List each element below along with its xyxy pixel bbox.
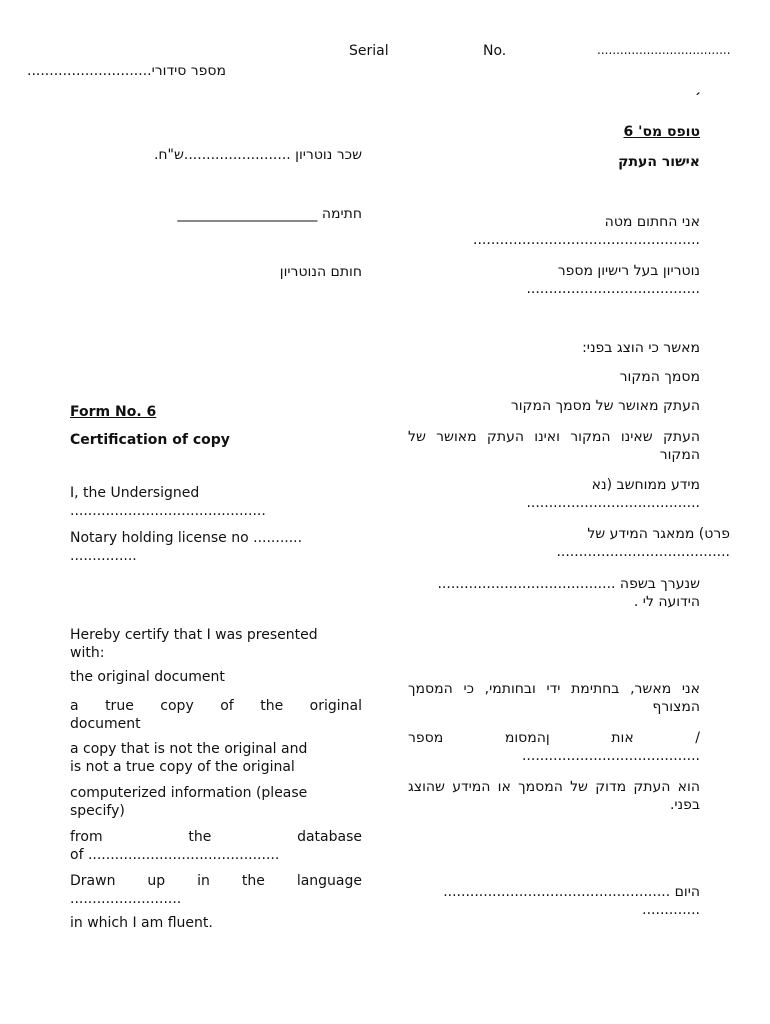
english-certify-line2: with: [70,645,105,661]
hebrew-undersigned-line2: ................................................... [473,232,700,248]
serial-label: Serial [349,43,389,59]
hebrew-option-original: מסמך המקור [619,369,700,385]
english-form-title: Certification of copy [70,432,230,448]
hebrew-computerized-line2: ....................................... [526,495,700,511]
hebrew-date-line1: היום ................................................... [443,884,700,900]
hebrew-undersigned [408,213,700,249]
hebrew-option-true-copy: העתק מאושר של מסמך המקור [510,398,700,414]
hebrew-confirm-attached: אני מאשר, בחתימת ידי ובחותמי, כי המסמך המצורף [408,681,700,715]
no-label: No. [483,43,507,59]
signature-line: חתימה ____________________ [177,206,362,222]
english-computerized-line1: computerized information (please [70,785,308,801]
serial-number-hebrew: מספר סידורי............................ [27,63,227,79]
hebrew-license-line2: ....................................... [526,281,700,297]
english-language [70,872,362,908]
english-true-copy-line1: a true copy of the original [70,698,362,714]
english-database [70,828,362,864]
english-license-line2: ............... [70,548,137,564]
hebrew-database [408,525,730,561]
english-option-computerized [70,784,362,820]
english-computerized-line2: specify) [70,803,125,819]
hebrew-license [408,262,700,298]
hebrew-language-line1: שנערך בשפה ........................................ [437,576,700,592]
english-certify [70,626,362,662]
tick-mark: ׳ [695,88,702,104]
hebrew-certify-intro: מאשר כי הוצג בפני: [582,340,700,356]
hebrew-option-not-true-copy: העתק שאינו המקור ואינו העתק מאושר של המקור [408,429,700,463]
notary-seal: חותם הנוטריון [279,264,362,280]
english-certify-line1: Hereby certify that I was presented [70,627,318,643]
hebrew-undersigned-line1: אני החתום מטה [604,214,700,230]
english-language-line2: ......................... [70,891,182,907]
english-license-line1: Notary holding license no ........... [70,530,303,546]
english-license [70,529,362,565]
hebrew-language-line2: הידועה לי . [633,594,700,610]
hebrew-date-line2: ............. [642,902,700,918]
hebrew-form-number: טופס מס' 6 [623,124,700,140]
english-fluent: in which I am fluent. [70,915,213,931]
hebrew-language [408,575,700,611]
serial-dots: ................................... [597,43,731,57]
english-undersigned-text: I, the Undersigned [70,485,200,501]
english-database-line2: of ........................................... [70,847,280,863]
english-database-line1: from the database [70,829,362,845]
hebrew-database-line1: פרט) ממאגר המידע של [587,526,730,542]
english-undersigned [70,484,362,520]
english-language-line1: Drawn up in the language [70,873,362,889]
hebrew-option-computerized [408,476,700,512]
hebrew-license-line1: נוטריון בעל רישיון מספר [557,263,700,279]
english-undersigned-line2: ............................................ [70,503,266,519]
english-not-true-line1: a copy that is not the original and [70,741,308,757]
notary-fee: שכר נוטריון ........................ש"ח. [153,147,362,163]
english-form-number: Form No. 6 [70,404,157,420]
english-option-not-true-copy [70,740,362,776]
english-option-true-copy [70,697,362,733]
hebrew-date [408,883,700,919]
hebrew-form-title: אישור העתק [618,154,700,170]
english-true-copy-line2: document [70,716,141,732]
english-option-original: the original document [70,669,225,685]
hebrew-confirm-exact: הוא העתק מדוק של המסמך או המידע שהוצג בפני. [408,779,700,813]
english-not-true-line2: is not a true copy of the original [70,759,295,775]
hebrew-computerized-line1: מידע ממוחשב (נא [591,477,700,493]
hebrew-database-line2: ....................................... [556,544,730,560]
hebrew-confirm-marked: / אות ןהמסומ מספר ........................................ [408,730,700,764]
english-undersigned-line1 [70,484,362,502]
